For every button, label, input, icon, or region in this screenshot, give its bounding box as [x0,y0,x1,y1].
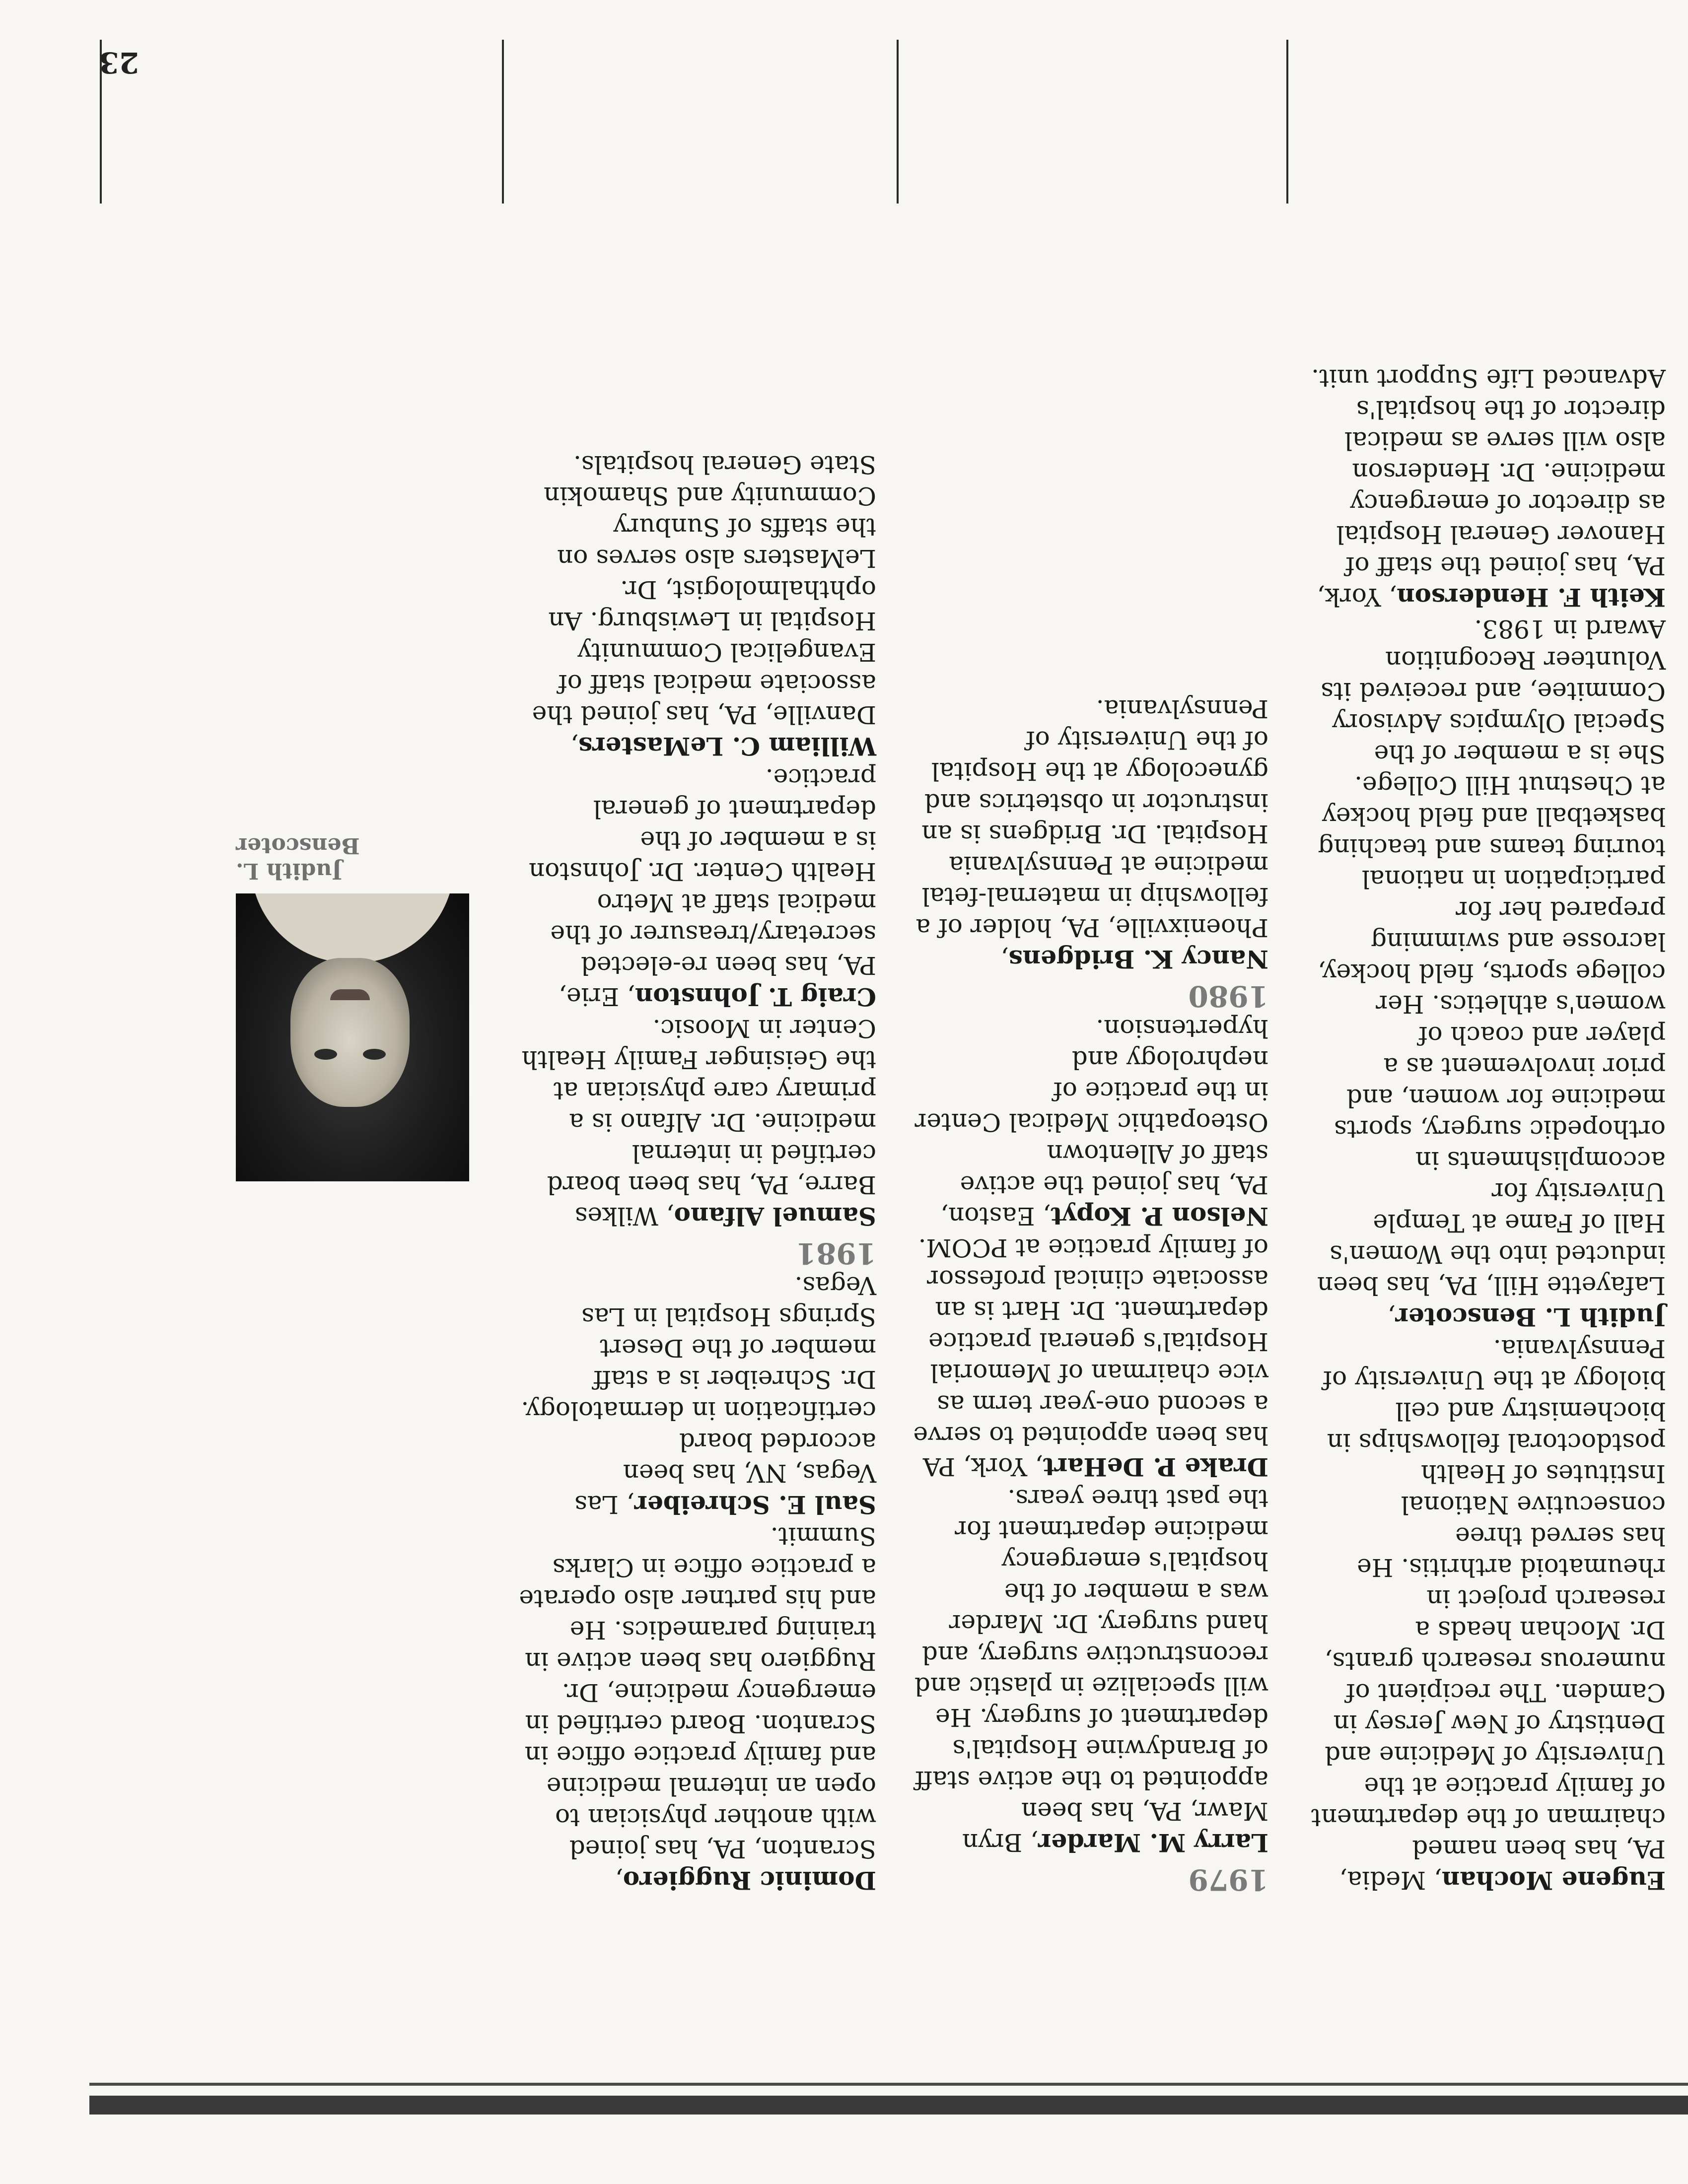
top-rule [89,2083,1688,2086]
entry-text: , Danville, PA, has joined the associate medical staff of Evangelical Community Hospital in Lewisburg. An ophthalmologist, Dr. LeMasters also serves on the staffs of Sunbury Community and Shamokin State General hospitals. [532,450,876,760]
column-1 [1308,362,1666,1896]
page-number: 23 [99,46,139,79]
entry-text: , Scranton, PA, has joined with another physician to open an internal medicine and family practice office in Scranton. Board certified in emergency medicine, Dr. Ruggiero has been active in training paramedics. He and his partner also operate a practice office in Clarks Summit. [519,1522,876,1895]
entry-text: , Wilkes Barre, PA, has been board certified in internal medicine. Dr. Alfano is a primary care physician at the Geisinger Family Health Center in Moosic. [521,1014,876,1230]
top-decorative-bar [89,2096,1688,2115]
entry [911,1013,1268,1232]
entry-text: , Las Vegas, NV, has been accorded board certification in dermatology. Dr. Schreiber is a staff member of the Desert Springs Hospital in Las Vegas. [521,1271,876,1519]
photo-mouth [330,989,370,1000]
entry-text: , Bryn Mawr, PA, has been appointed to the active staff of Brandywine Hospital's department of surgery. He will specialize in plastic and reconstructive surgery, and hand surgery. Dr. Marder was a member of the hospital's emergency medicine department for the past three years. [914,1484,1268,1857]
photo-face [290,958,410,1107]
entry-text: , Easton, PA, has joined the active staff of Allentown Osteopathic Medical Center in the practice of nephrology and hypertension. [914,1014,1268,1230]
entry-name: Eugene Mochan [1441,1866,1666,1895]
year-heading: 1980 [1188,979,1268,1013]
entry [911,1483,1268,1858]
entry-text: , Phoenixville, PA, holder of a fellowship in maternal-fetal medicine at Pennsylvania Hospital. Dr. Bridgens is an instructor in obstetrics and gynecology at the Hospital of the University of Pennsylvania. [915,694,1268,973]
entry [519,1270,876,1520]
entry-name: Nelson P. Kopyt [1051,1202,1268,1231]
entry [519,449,876,762]
entry [911,1232,1268,1483]
entry-name: Craig T. Johnston [634,982,876,1012]
entry-text: , York, PA has been appointed to serve a second one-year term as vice chairman of Memorial Hospital's general practice department. Dr. Hart is an associate clinical professor of family practice at PCOM. [913,1233,1268,1481]
entry [519,762,876,1013]
column-divider [502,40,504,204]
entry-name: Nancy K. Bridgens [1008,945,1268,974]
photo-eye [314,1049,337,1060]
entry-text: , Erie, PA, has been re-elected secretary/treasurer of the medical staff at Metro Health Center. Dr. Johnston is a member of the department of general practice. [529,763,876,1011]
entry-name: William C. LeMasters [578,732,876,761]
entry-name: Dominic Ruggiero [623,1866,876,1895]
entry-name: Samuel Alfano [674,1202,876,1231]
entry [519,1520,876,1896]
photo-eye [363,1049,386,1060]
entry [519,1013,876,1232]
entry-name: Saul E. Schreiber [634,1490,876,1519]
entry [1308,613,1666,1333]
entry-name: Drake P. DeHart [1043,1452,1268,1482]
entry [1308,362,1666,613]
entry-text: , York, PA, has joined the staff of Hanover General Hospital as director of emergency medicine. Dr. Henderson also will serve as medical director of the hospital's Advanced Life Support unit. [1311,364,1666,612]
entry-name: Judith L. Benscoter [1395,1302,1666,1332]
portrait-photo [236,893,469,1181]
year-heading: 1979 [1188,1863,1268,1897]
year-heading: 1981 [796,1236,876,1270]
photo-caption: Judith L. Benscoter [236,833,360,884]
entry-name: Larry M. Marder [1038,1828,1268,1857]
column-3 [519,449,876,1896]
entry-name: Keith F. Henderson [1397,583,1666,612]
entry-text: , Media, PA, has been named chairman of the department of family practice at the University of Medicine and Dentistry of New Jersey in Camden. The recipient of numerous research grants, Dr. Mochan heads a research project in rheumatoid arthritis. He has served three consecutive National Institutes of Health postdoctoral fellowships in biochemistry and cell biology at the University of Pennsylvania. [1311,1334,1666,1895]
column-divider [897,40,899,204]
entry-text: , Lafayette Hill, PA, has been inducted into the Women's Hall of Fame at Temple University for accomplishments in orthopedic surgery, sports medicine for women, and prior involvement as a player and coach of women's athletics. Her college sports, field hockey, lacrosse and swimming prepared her for participation in national touring teams and teaching basketball and field hockey at Chestnut Hill College. She is a member of the Special Olympics Advisory Commitee, and received its Volunteer Recognition Award in 1983. [1317,614,1666,1331]
column-2 [911,693,1268,1896]
column-divider [1286,40,1288,204]
photo-shoulders [251,893,454,963]
entry [911,693,1268,975]
entry [1308,1333,1666,1896]
